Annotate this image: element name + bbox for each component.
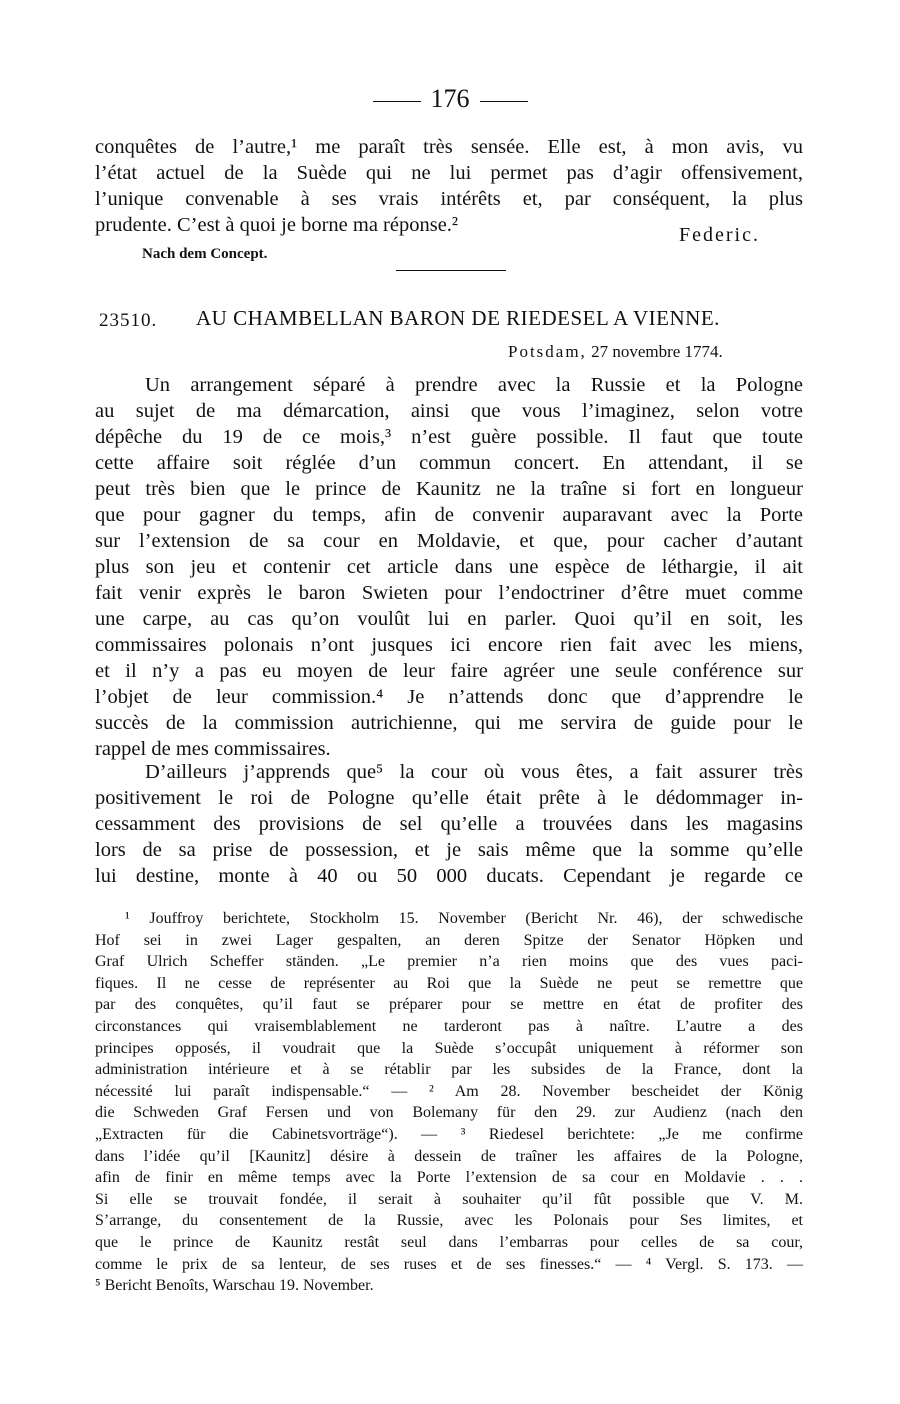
paragraph-line: et il n’y a pas eu moyen de leur faire agréer une seule conférence sur (95, 660, 803, 682)
paragraph-line: Un arrangement séparé à prendre avec la Russie et la Pologne (145, 374, 803, 396)
footnote-line: Hof sei in zwei Lager gespalten, an deren Spitze der Senator Höpken und (95, 931, 803, 949)
carryover-line: l’état actuel de la Suède qui ne lui permet pas d’agir offensivement, (95, 162, 803, 184)
footnote-line: fiques. Il ne cesse de représenter au Roi que la Suède ne peut se remettre que (95, 974, 803, 992)
paragraph-line: sur l’extension de sa cour en Moldavie, et que, pour cacher d’autant (95, 530, 803, 552)
header-dash-left (373, 101, 421, 102)
source-note: Nach dem Concept. (142, 246, 268, 262)
paragraph-line: peut très bien que le prince de Kaunitz ne la traîne si fort en longueur (95, 478, 803, 500)
paragraph-line: positivement le roi de Pologne qu’elle était prête à le dédommager in- (95, 787, 803, 809)
letter-paragraph-1 (95, 372, 803, 762)
place-date (508, 342, 723, 362)
section-divider (396, 270, 506, 271)
paragraph-line: lors de sa prise de possession, et je sais même que la somme qu’elle (95, 839, 803, 861)
footnote-line: nécessité lui paraît indispensable.“ — ² Am 28. November bescheidet der König (95, 1082, 803, 1100)
footnote-line: „Extracten für die Cabinetsvorträge“). — ³ Riedesel berichtete: „Je me confirme (95, 1125, 803, 1143)
page-number: 176 (430, 84, 470, 113)
paragraph-line: plus son jeu et contenir cet article dans une espèce de léthargie, il ait (95, 556, 803, 578)
page-number-header (0, 84, 900, 114)
header-dash-right (480, 101, 528, 102)
letter-date: 27 novembre 1774. (591, 342, 723, 361)
footnote-line: ⁵ Bericht Benoîts, Warschau 19. November. (95, 1277, 374, 1295)
footnotes (95, 908, 803, 1297)
carryover-paragraph (95, 134, 803, 238)
paragraph-line: commissaires polonais n’ont jusques ici encore rien fait avec les miens, (95, 634, 803, 656)
footnote-line: afin de finir en même temps avec la Porte l’extension de sa cour en Moldavie . . . (95, 1169, 803, 1187)
letter-paragraph-2 (95, 759, 803, 889)
footnote-line: die Schweden Graf Fersen und von Bolemany für den 29. zur Audienz (nach den (95, 1104, 803, 1122)
footnote-line: principes opposés, il voudrait que la Suède s’occupât uniquement à réformer son (95, 1039, 803, 1057)
footnote-line: Si elle se trouvait fondée, il serait à souhaiter qu’il fût possible que V. M. (95, 1190, 803, 1208)
footnote-line: dans l’idée qu’il [Kaunitz] désire à dessein de traîner les affaires de la Pologne, (95, 1147, 803, 1165)
paragraph-line: lui destine, monte à 40 ou 50 000 ducats. Cependant je regarde ce (95, 865, 803, 887)
footnote-line: circonstances qui vraisemblablement ne tarderont pas à naître. L’autre a des (95, 1017, 803, 1035)
carryover-line: conquêtes de l’autre,¹ me paraît très sensée. Elle est, à mon avis, vu (95, 136, 803, 158)
carryover-line: prudente. C’est à quoi je borne ma réponse.² (95, 214, 459, 236)
carryover-line: l’unique convenable à ses vrais intérêts et, par conséquent, la plus (95, 188, 803, 210)
footnote-line: que le prince de Kaunitz restât seul dans l’embarras pour celles de sa cour, (95, 1233, 803, 1251)
letter-place: Potsdam, (508, 342, 587, 361)
footnote-line: Graf Ulrich Scheffer ständen. „Le premier n’a rien moins que des vues paci- (95, 953, 803, 971)
footnote-line: S’arrange, du consentement de la Russie, avec les Polonais pour Ses limites, et (95, 1212, 803, 1230)
paragraph-line: D’ailleurs j’apprends que⁵ la cour où vous êtes, a fait assurer très (145, 761, 803, 783)
footnote-line: ¹ Jouffroy berichtete, Stockholm 15. November (Bericht Nr. 46), der schwedische (125, 910, 803, 927)
footnote-line: par des conquêtes, qu’il faut se préparer pour se mettre en état de profiter des (95, 996, 803, 1014)
signature: Federic. (679, 224, 760, 246)
paragraph-line: au sujet de ma démarcation, ainsi que vous l’imaginez, selon votre (95, 400, 803, 422)
paragraph-line: une carpe, au cas qu’on voulût lui en parler. Quoi qu’il en soit, les (95, 608, 803, 630)
paragraph-line: dépêche du 19 de ce mois,³ n’est guère possible. Il faut que toute (95, 426, 803, 448)
paragraph-line: cessamment des provisions de sel qu’elle a trouvées dans les magasins (95, 813, 803, 835)
paragraph-line: que pour gagner du temps, afin de convenir auparavant avec la Porte (95, 504, 803, 526)
paragraph-line: l’objet de leur commission.⁴ Je n’attends donc que d’apprendre le (95, 686, 803, 708)
paragraph-line: cette affaire soit réglée d’un commun concert. En attendant, il se (95, 452, 803, 474)
paragraph-line: fait venir exprès le baron Swieten pour l’endoctriner d’être muet comme (95, 582, 803, 604)
footnote-line: comme le prix de sa lenteur, de ses ruses et de ses finesses.“ — ⁴ Vergl. S. 173. — (95, 1255, 803, 1273)
paragraph-line: rappel de mes commissaires. (95, 738, 331, 760)
letter-title: AU CHAMBELLAN BARON DE RIEDESEL A VIENNE. (196, 306, 720, 330)
footnote-line: administration intérieure et à se rétablir par les subsides de la France, dont la (95, 1061, 803, 1079)
paragraph-line: succès de la commission autrichienne, qui me servira de guide pour le (95, 712, 803, 734)
letter-number: 23510. (99, 310, 158, 331)
